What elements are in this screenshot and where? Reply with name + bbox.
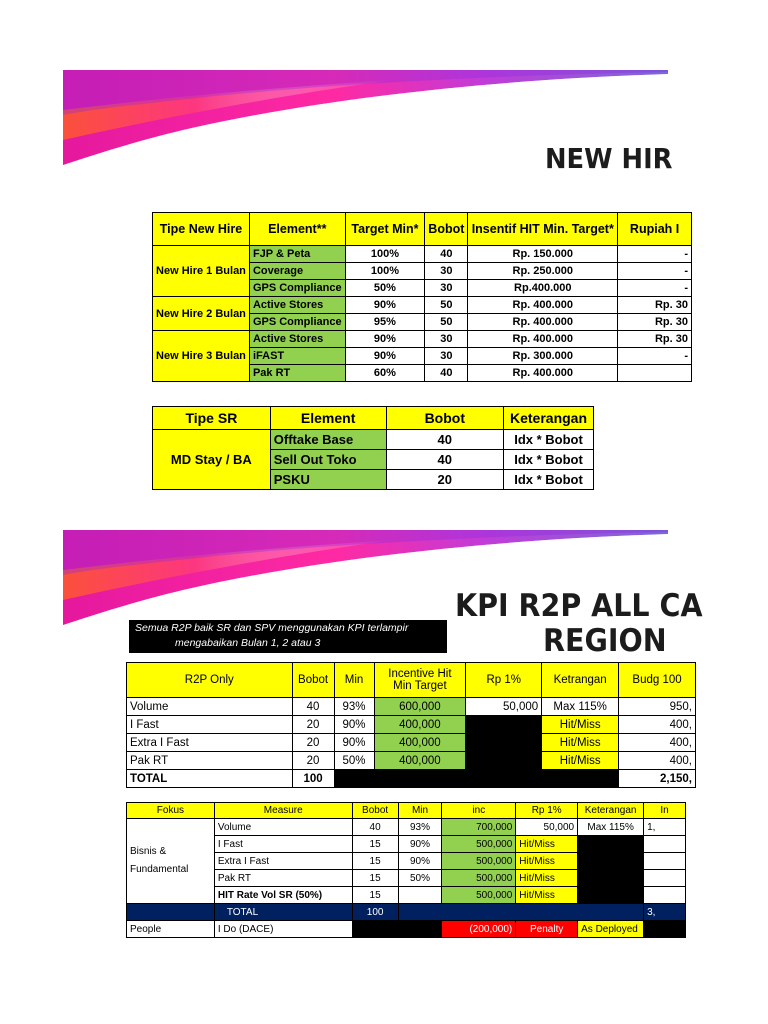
bobot-cell: 20 xyxy=(292,752,334,770)
in-cell xyxy=(644,836,686,853)
rupiah-cell: - xyxy=(618,348,692,365)
insentif-cell: Rp. 250.000 xyxy=(468,263,618,280)
min-cell: 50% xyxy=(334,752,374,770)
bobot-cell: 40 xyxy=(386,450,503,470)
header-cell: Min xyxy=(334,663,374,698)
slide-title: KPI R2P ALL CA xyxy=(455,588,703,624)
total-bobot: 100 xyxy=(352,904,398,921)
in-cell xyxy=(644,887,686,904)
keterangan-cell xyxy=(578,870,644,887)
target-cell: 60% xyxy=(345,365,425,382)
keterangan-cell xyxy=(578,836,644,853)
keterangan-cell: Idx * Bobot xyxy=(504,470,594,490)
ketrangan-cell: Max 115% xyxy=(542,698,619,716)
header-cell: Keterangan xyxy=(504,407,594,430)
target-cell: 50% xyxy=(345,280,425,297)
rupiah-cell xyxy=(618,365,692,382)
rp-cell xyxy=(466,734,542,752)
header-cell: Bobot xyxy=(386,407,503,430)
note-box xyxy=(129,620,447,653)
people-end-cell xyxy=(644,921,686,938)
rp-cell: Hit/Miss xyxy=(516,836,578,853)
table-header-row xyxy=(153,213,692,246)
bobot-cell: 20 xyxy=(386,470,503,490)
penalty-label: Penalty xyxy=(516,921,578,938)
element-cell: GPS Compliance xyxy=(249,280,345,297)
header-cell: Element** xyxy=(249,213,345,246)
header-cell: Tipe New Hire xyxy=(153,213,250,246)
element-cell: FJP & Peta xyxy=(249,246,345,263)
bobot-cell: 30 xyxy=(425,280,468,297)
table-row xyxy=(127,819,686,836)
people-black-cell xyxy=(352,921,442,938)
slide-subtitle: REGION xyxy=(543,623,667,659)
total-bobot: 100 xyxy=(292,770,334,788)
header-cell: Min xyxy=(398,803,442,819)
min-cell: 93% xyxy=(398,819,442,836)
table-row xyxy=(153,297,692,314)
slide-kpi-r2p xyxy=(63,530,703,950)
insentif-cell: Rp. 150.000 xyxy=(468,246,618,263)
element-cell: Coverage xyxy=(249,263,345,280)
insentif-cell: Rp. 400.000 xyxy=(468,314,618,331)
bobot-cell: 50 xyxy=(425,297,468,314)
insentif-cell: Rp. 400.000 xyxy=(468,331,618,348)
rupiah-cell: Rp. 30 xyxy=(618,331,692,348)
header-cell: inc xyxy=(442,803,516,819)
incentive-cell: 400,000 xyxy=(374,752,466,770)
element-cell: Sell Out Toko xyxy=(270,450,386,470)
fokus-table xyxy=(126,802,686,938)
target-cell: 100% xyxy=(345,246,425,263)
table-row xyxy=(153,246,692,263)
measure-cell: Extra I Fast xyxy=(214,853,352,870)
min-cell: 90% xyxy=(334,716,374,734)
inc-cell: 500,000 xyxy=(442,870,516,887)
kpi-cell: Volume xyxy=(127,698,293,716)
budget-cell: 400, xyxy=(619,716,696,734)
header-cell: Insentif HIT Min. Target* xyxy=(468,213,618,246)
group-label: New Hire 3 Bulan xyxy=(153,331,250,382)
rp-cell: Hit/Miss xyxy=(516,887,578,904)
min-cell: 90% xyxy=(334,734,374,752)
target-cell: 90% xyxy=(345,331,425,348)
rupiah-cell: - xyxy=(618,280,692,297)
insentif-cell: Rp.400.000 xyxy=(468,280,618,297)
target-cell: 95% xyxy=(345,314,425,331)
bobot-cell: 15 xyxy=(352,870,398,887)
bobot-cell: 15 xyxy=(352,853,398,870)
total-black-cell xyxy=(334,770,619,788)
table-row xyxy=(127,698,696,716)
penalty-value: (200,000) xyxy=(442,921,516,938)
inc-cell: 500,000 xyxy=(442,836,516,853)
budget-cell: 400, xyxy=(619,752,696,770)
group-label: Bisnis & Fundamental xyxy=(127,819,215,904)
rupiah-cell: - xyxy=(618,263,692,280)
sr-table xyxy=(152,406,594,490)
in-cell xyxy=(644,853,686,870)
bobot-cell: 15 xyxy=(352,887,398,904)
table-header-row xyxy=(153,407,594,430)
in-cell: 1, xyxy=(644,819,686,836)
insentif-cell: Rp. 300.000 xyxy=(468,348,618,365)
element-cell: iFAST xyxy=(249,348,345,365)
bobot-cell: 40 xyxy=(292,698,334,716)
element-cell: GPS Compliance xyxy=(249,314,345,331)
rp-cell: 50,000 xyxy=(466,698,542,716)
bobot-cell: 20 xyxy=(292,716,334,734)
inc-cell: 500,000 xyxy=(442,853,516,870)
element-cell: Pak RT xyxy=(249,365,345,382)
total-label: TOTAL xyxy=(214,904,352,921)
header-cell: Incentive Hit Min Target xyxy=(374,663,466,698)
table-row xyxy=(127,716,696,734)
header-cell: Target Min* xyxy=(345,213,425,246)
group-label: New Hire 1 Bulan xyxy=(153,246,250,297)
rp-cell: 50,000 xyxy=(516,819,578,836)
header-cell: Rp 1% xyxy=(516,803,578,819)
total-blank xyxy=(398,904,644,921)
keterangan-cell: Idx * Bobot xyxy=(504,450,594,470)
measure-cell: I Do (DACE) xyxy=(214,921,352,938)
ketrangan-cell: Hit/Miss xyxy=(542,752,619,770)
rupiah-cell: Rp. 30 xyxy=(618,314,692,331)
group-label: New Hire 2 Bulan xyxy=(153,297,250,331)
header-cell: R2P Only xyxy=(127,663,293,698)
keterangan-cell xyxy=(578,887,644,904)
target-cell: 90% xyxy=(345,348,425,365)
header-cell: Measure xyxy=(214,803,352,819)
element-cell: Active Stores xyxy=(249,331,345,348)
total-label: TOTAL xyxy=(127,770,293,788)
header-cell: Fokus xyxy=(127,803,215,819)
ketrangan-cell: Hit/Miss xyxy=(542,716,619,734)
measure-cell: Volume xyxy=(214,819,352,836)
element-cell: Active Stores xyxy=(249,297,345,314)
group-label: MD Stay / BA xyxy=(153,430,271,490)
target-cell: 100% xyxy=(345,263,425,280)
measure-cell: Pak RT xyxy=(214,870,352,887)
measure-cell: HIT Rate Vol SR (50%) xyxy=(214,887,352,904)
rupiah-cell: Rp. 30 xyxy=(618,297,692,314)
header-cell: Element xyxy=(270,407,386,430)
bobot-cell: 30 xyxy=(425,348,468,365)
min-cell: 90% xyxy=(398,836,442,853)
header-cell: Budg 100 xyxy=(619,663,696,698)
bobot-cell: 40 xyxy=(386,430,503,450)
header-cell: Ketrangan xyxy=(542,663,619,698)
total-row xyxy=(127,770,696,788)
incentive-cell: 400,000 xyxy=(374,734,466,752)
new-hire-table xyxy=(152,212,692,382)
bobot-cell: 50 xyxy=(425,314,468,331)
incentive-cell: 400,000 xyxy=(374,716,466,734)
table-header-row xyxy=(127,803,686,819)
bobot-cell: 30 xyxy=(425,263,468,280)
header-cell: Bobot xyxy=(352,803,398,819)
header-cell: Bobot xyxy=(425,213,468,246)
note-line: mengabaikan Bulan 1, 2 atau 3 xyxy=(175,637,321,649)
slide-title: NEW HIR xyxy=(545,142,673,175)
min-cell: 90% xyxy=(398,853,442,870)
bobot-cell: 30 xyxy=(425,331,468,348)
bobot-cell: 40 xyxy=(425,246,468,263)
people-label: People xyxy=(127,921,215,938)
keterangan-cell xyxy=(578,853,644,870)
header-cell: Keterangan xyxy=(578,803,644,819)
rp-cell xyxy=(466,752,542,770)
kpi-cell: I Fast xyxy=(127,716,293,734)
insentif-cell: Rp. 400.000 xyxy=(468,297,618,314)
table-row xyxy=(153,430,594,450)
table-row xyxy=(127,752,696,770)
total-budget: 2,150, xyxy=(619,770,696,788)
insentif-cell: Rp. 400.000 xyxy=(468,365,618,382)
min-cell: 93% xyxy=(334,698,374,716)
rupiah-cell: - xyxy=(618,246,692,263)
inc-cell: 700,000 xyxy=(442,819,516,836)
ketrangan-cell: Hit/Miss xyxy=(542,734,619,752)
inc-cell: 500,000 xyxy=(442,887,516,904)
header-cell: In xyxy=(644,803,686,819)
budget-cell: 950, xyxy=(619,698,696,716)
budget-cell: 400, xyxy=(619,734,696,752)
bobot-cell: 20 xyxy=(292,734,334,752)
min-cell: 50% xyxy=(398,870,442,887)
header-cell: Bobot xyxy=(292,663,334,698)
rp-cell: Hit/Miss xyxy=(516,853,578,870)
table-row xyxy=(127,734,696,752)
element-cell: PSKU xyxy=(270,470,386,490)
measure-cell: I Fast xyxy=(214,836,352,853)
keterangan-cell: Max 115% xyxy=(578,819,644,836)
r2p-table xyxy=(126,662,696,788)
as-deployed-cell: As Deployed xyxy=(578,921,644,938)
bobot-cell: 40 xyxy=(425,365,468,382)
target-cell: 90% xyxy=(345,297,425,314)
slide-new-hire xyxy=(63,70,688,500)
rp-cell: Hit/Miss xyxy=(516,870,578,887)
total-spacer xyxy=(127,904,215,921)
table-header-row xyxy=(127,663,696,698)
header-cell: Tipe SR xyxy=(153,407,271,430)
header-cell: Rp 1% xyxy=(466,663,542,698)
header-cell: Rupiah I xyxy=(618,213,692,246)
bobot-cell: 15 xyxy=(352,836,398,853)
rp-cell xyxy=(466,716,542,734)
element-cell: Offtake Base xyxy=(270,430,386,450)
bobot-cell: 40 xyxy=(352,819,398,836)
kpi-cell: Pak RT xyxy=(127,752,293,770)
keterangan-cell: Idx * Bobot xyxy=(504,430,594,450)
min-cell xyxy=(398,887,442,904)
total-row xyxy=(127,904,686,921)
kpi-cell: Extra I Fast xyxy=(127,734,293,752)
people-row xyxy=(127,921,686,938)
note-line: Semua R2P baik SR dan SPV menggunakan KPI terlampir xyxy=(135,622,409,634)
table-row xyxy=(153,331,692,348)
incentive-cell: 600,000 xyxy=(374,698,466,716)
total-in: 3, xyxy=(644,904,686,921)
in-cell xyxy=(644,870,686,887)
